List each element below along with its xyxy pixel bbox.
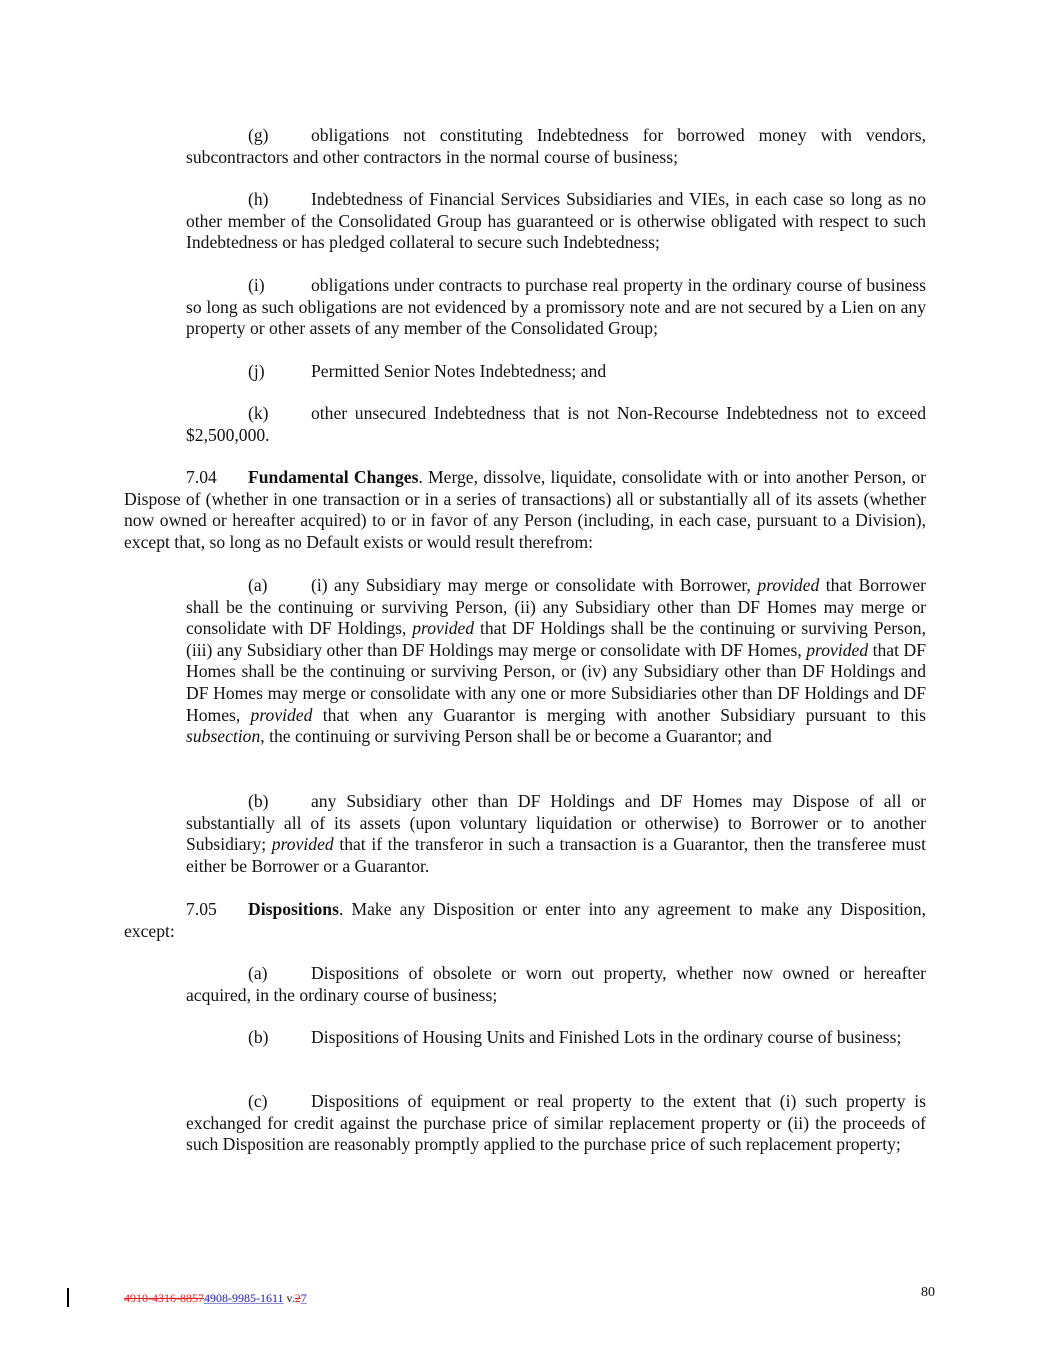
section-7-04 [124, 467, 926, 553]
paragraph-text: obligations not constituting Indebtedness for borrowed money with vendors, subcontractors and other contractors in the normal course of business; [186, 125, 926, 167]
paragraph-g [186, 125, 926, 168]
change-bar [67, 1288, 69, 1307]
deleted-doc-id: 4910-4316-8857 [124, 1291, 204, 1305]
paragraph-label: (b) [248, 791, 269, 811]
paragraph-text: Indebtedness of Financial Services Subsidiaries and VIEs, in each case so long as no other member of the Consolidated Group has guaranteed or is otherwise obligated with respect to such Indebtedness or has pledged collateral to secure such Indebtedness; [186, 189, 926, 253]
paragraph-i [186, 275, 926, 340]
text-run: that when any Guarantor is merging with another Subsidiary pursuant to this [312, 704, 927, 725]
section-title: Dispositions [248, 899, 339, 919]
text-run: that DF Homes shall be the continuing or surviving Person, or (iv) any Subsidiary other than DF Holdings and DF Homes may merge or consolidate with any one or more Subsidiaries other than DF Holdings and DF Homes, [186, 639, 926, 725]
text-run: that if the transferor in such a transaction is a Guarantor, then the transferee must either be Borrower or a Guarantor. [186, 834, 926, 876]
paragraph-text: Dispositions of Housing Units and Finished Lots in the ordinary course of business; [311, 1027, 902, 1047]
section-7-04-a [186, 575, 926, 748]
paragraph-label: (i) [248, 275, 265, 295]
paragraph-text: other unsecured Indebtedness that is not Non-Recourse Indebtedness not to exceed $2,500,000. [186, 403, 926, 445]
paragraph-label: (h) [248, 189, 269, 209]
section-number: 7.04 [186, 467, 217, 487]
inserted-doc-id: 4908-9985-1611 [204, 1291, 284, 1305]
paragraph-label: (j) [248, 361, 265, 381]
section-text: . Merge, dissolve, liquidate, consolidate with or into another Person, or Dispose of (whether in one transaction or in a series of transactions) all or substantially all of its assets (whether now owned or hereafter acquired) to or in favor of any Person (including, in each case, pursuant to a Division), except that, so long as no Default exists or would result therefrom: [124, 467, 926, 552]
text-run: , the continuing or surviving Person shall be or become a Guarantor; and [260, 726, 772, 747]
paragraph-label: (a) [248, 575, 268, 595]
section-7-05-c [186, 1091, 926, 1156]
paragraph-label: (k) [248, 403, 269, 423]
italic-term: provided [271, 834, 334, 855]
paragraph-label: (c) [248, 1091, 268, 1111]
italic-term: subsection [186, 726, 261, 747]
paragraph-j [186, 361, 926, 383]
italic-term: provided [250, 704, 313, 725]
paragraph-text: Dispositions of obsolete or worn out property, whether now owned or hereafter acquired, in the ordinary course of business; [186, 963, 926, 1005]
version-prefix: v. [283, 1291, 295, 1305]
paragraph-text: obligations under contracts to purchase real property in the ordinary course of business so long as such obligations are not evidenced by a promissory note and are not secured by a Lien on any property or other assets of any member of the Consolidated Group; [186, 275, 926, 339]
page-number: 80 [921, 1285, 935, 1300]
section-7-05-a [186, 963, 926, 1006]
paragraph-label: (b) [248, 1027, 269, 1047]
section-number: 7.05 [186, 899, 217, 919]
section-7-04-b [186, 791, 926, 877]
italic-term: provided [757, 575, 820, 595]
text-run: that Borrower shall be the continuing or surviving Person, (ii) any Subsidiary other than DF Homes may merge or consolidate with DF Holdings, [186, 575, 926, 639]
text-run: that DF Holdings shall be the continuing or surviving Person, (iii) any Subsidiary other than DF Holdings may merge or consolidate with DF Homes, [186, 618, 926, 660]
section-7-05-b [186, 1027, 926, 1049]
paragraph-text: Permitted Senior Notes Indebtedness; and [311, 361, 607, 381]
italic-term: provided [806, 639, 869, 660]
footer-document-id [124, 1291, 307, 1306]
italic-term: provided [412, 618, 475, 639]
text-run: any Subsidiary other than DF Holdings and DF Homes may Dispose of all or substantially all of its assets (upon voluntary liquidation or otherwise) to Borrower or to another Subsidiary; [186, 791, 926, 855]
deleted-version: 2 [294, 1291, 301, 1305]
paragraph-h [186, 189, 926, 254]
paragraph-label: (a) [248, 963, 268, 983]
paragraph-label: (g) [248, 125, 269, 145]
paragraph-k [186, 403, 926, 446]
section-title: Fundamental Changes [248, 467, 419, 487]
text-run: (i) any Subsidiary may merge or consolidate with Borrower, [311, 575, 758, 595]
paragraph-text: Dispositions of equipment or real property to the extent that (i) such property is exchanged for credit against the purchase price of similar replacement property or (ii) the proceeds of such Disposition are reasonably promptly applied to the purchase price of such replacement property; [186, 1091, 926, 1155]
section-text: . Make any Disposition or enter into any agreement to make any Disposition, except: [124, 899, 926, 941]
section-7-05 [124, 899, 926, 942]
inserted-version: 7 [300, 1291, 307, 1305]
